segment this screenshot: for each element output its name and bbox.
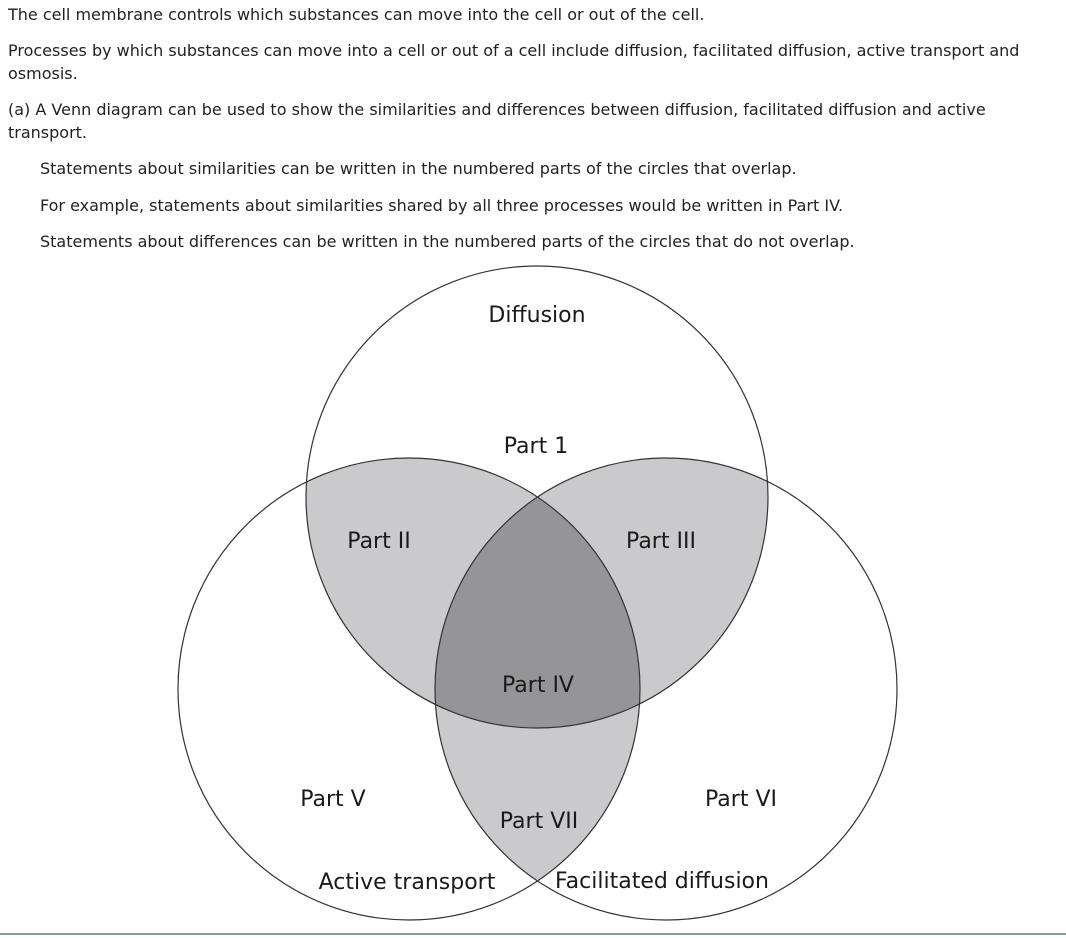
bottom-divider xyxy=(0,933,1066,935)
statement-differences: Statements about differences can be written in the numbered parts of the circles that do not overlap. xyxy=(40,232,855,251)
part-1-label: Part 1 xyxy=(503,434,569,459)
statement-similarities: Statements about similarities can be written in the numbered parts of the circles that overlap. xyxy=(40,159,797,178)
intro-line-2: Processes by which substances can move into a cell or out of a cell include diffusion, facilitated diffusion, active transport and osmosis. xyxy=(8,41,1020,83)
part-3-label: Part III xyxy=(626,529,696,554)
statement-example: For example, statements about similarities shared by all three processes would be written in Part IV. xyxy=(40,196,844,215)
facilitated-diffusion-label: Facilitated diffusion xyxy=(555,869,769,894)
question-part-a: (a) A Venn diagram can be used to show the similarities and differences between diffusion, facilitated diffusion and active transport. xyxy=(8,100,986,142)
active-transport-label: Active transport xyxy=(318,870,496,895)
part-6-label: Part VI xyxy=(705,787,777,812)
part-2-label: Part II xyxy=(347,529,411,554)
part-4-label: Part IV xyxy=(502,673,574,698)
intro-line-1: The cell membrane controls which substances can move into the cell or out of the cell. xyxy=(8,5,705,24)
part-7-label: Part VII xyxy=(499,809,579,834)
diffusion-label: Diffusion xyxy=(488,303,586,328)
part-5-label: Part V xyxy=(300,787,366,812)
